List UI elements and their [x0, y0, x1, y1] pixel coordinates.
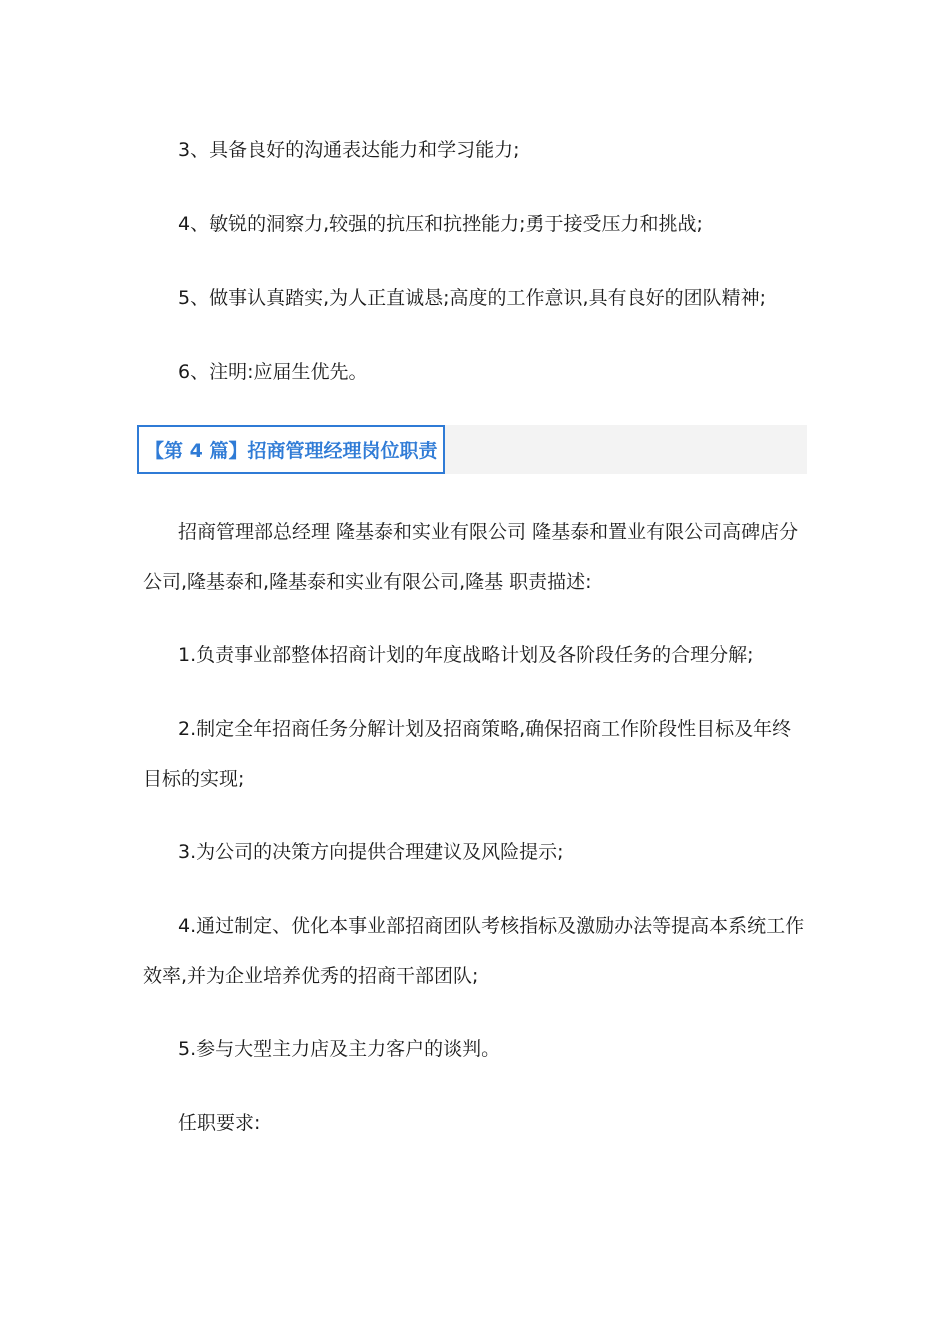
requirement-item-5: 5、做事认真踏实,为人正直诚恳;高度的工作意识,具有良好的团队精神; [178, 287, 766, 309]
intro-paragraph: 招商管理部总经理 隆基泰和实业有限公司 隆基泰和置业有限公司高碑店分公司,隆基泰和,隆基泰和实业有限公司,隆基 职责描述: [143, 521, 799, 593]
requirement-item-4: 4、敏锐的洞察力,较强的抗压和抗挫能力;勇于接受压力和挑战; [178, 213, 703, 235]
section-heading [137, 425, 445, 474]
duty-item-4: 4.通过制定、优化本事业部招商团队考核指标及激励办法等提高本系统工作效率,并为企业培养优秀的招商干部团队; [143, 915, 805, 987]
requirement-item-6: 6、注明:应届生优先。 [178, 361, 368, 383]
section-heading-text: 【第 4 篇】招商管理经理岗位职责 [145, 440, 438, 462]
duty-item-3: 3.为公司的决策方向提供合理建议及风险提示; [178, 841, 564, 863]
requirement-item-3: 3、具备良好的沟通表达能力和学习能力; [178, 139, 520, 161]
duty-item-1: 1.负责事业部整体招商计划的年度战略计划及各阶段任务的合理分解; [178, 644, 754, 666]
requirements-label: 任职要求: [178, 1112, 261, 1134]
duty-item-5: 5.参与大型主力店及主力客户的谈判。 [178, 1038, 501, 1060]
duty-item-2: 2.制定全年招商任务分解计划及招商策略,确保招商工作阶段性目标及年终目标的实现; [143, 718, 792, 790]
